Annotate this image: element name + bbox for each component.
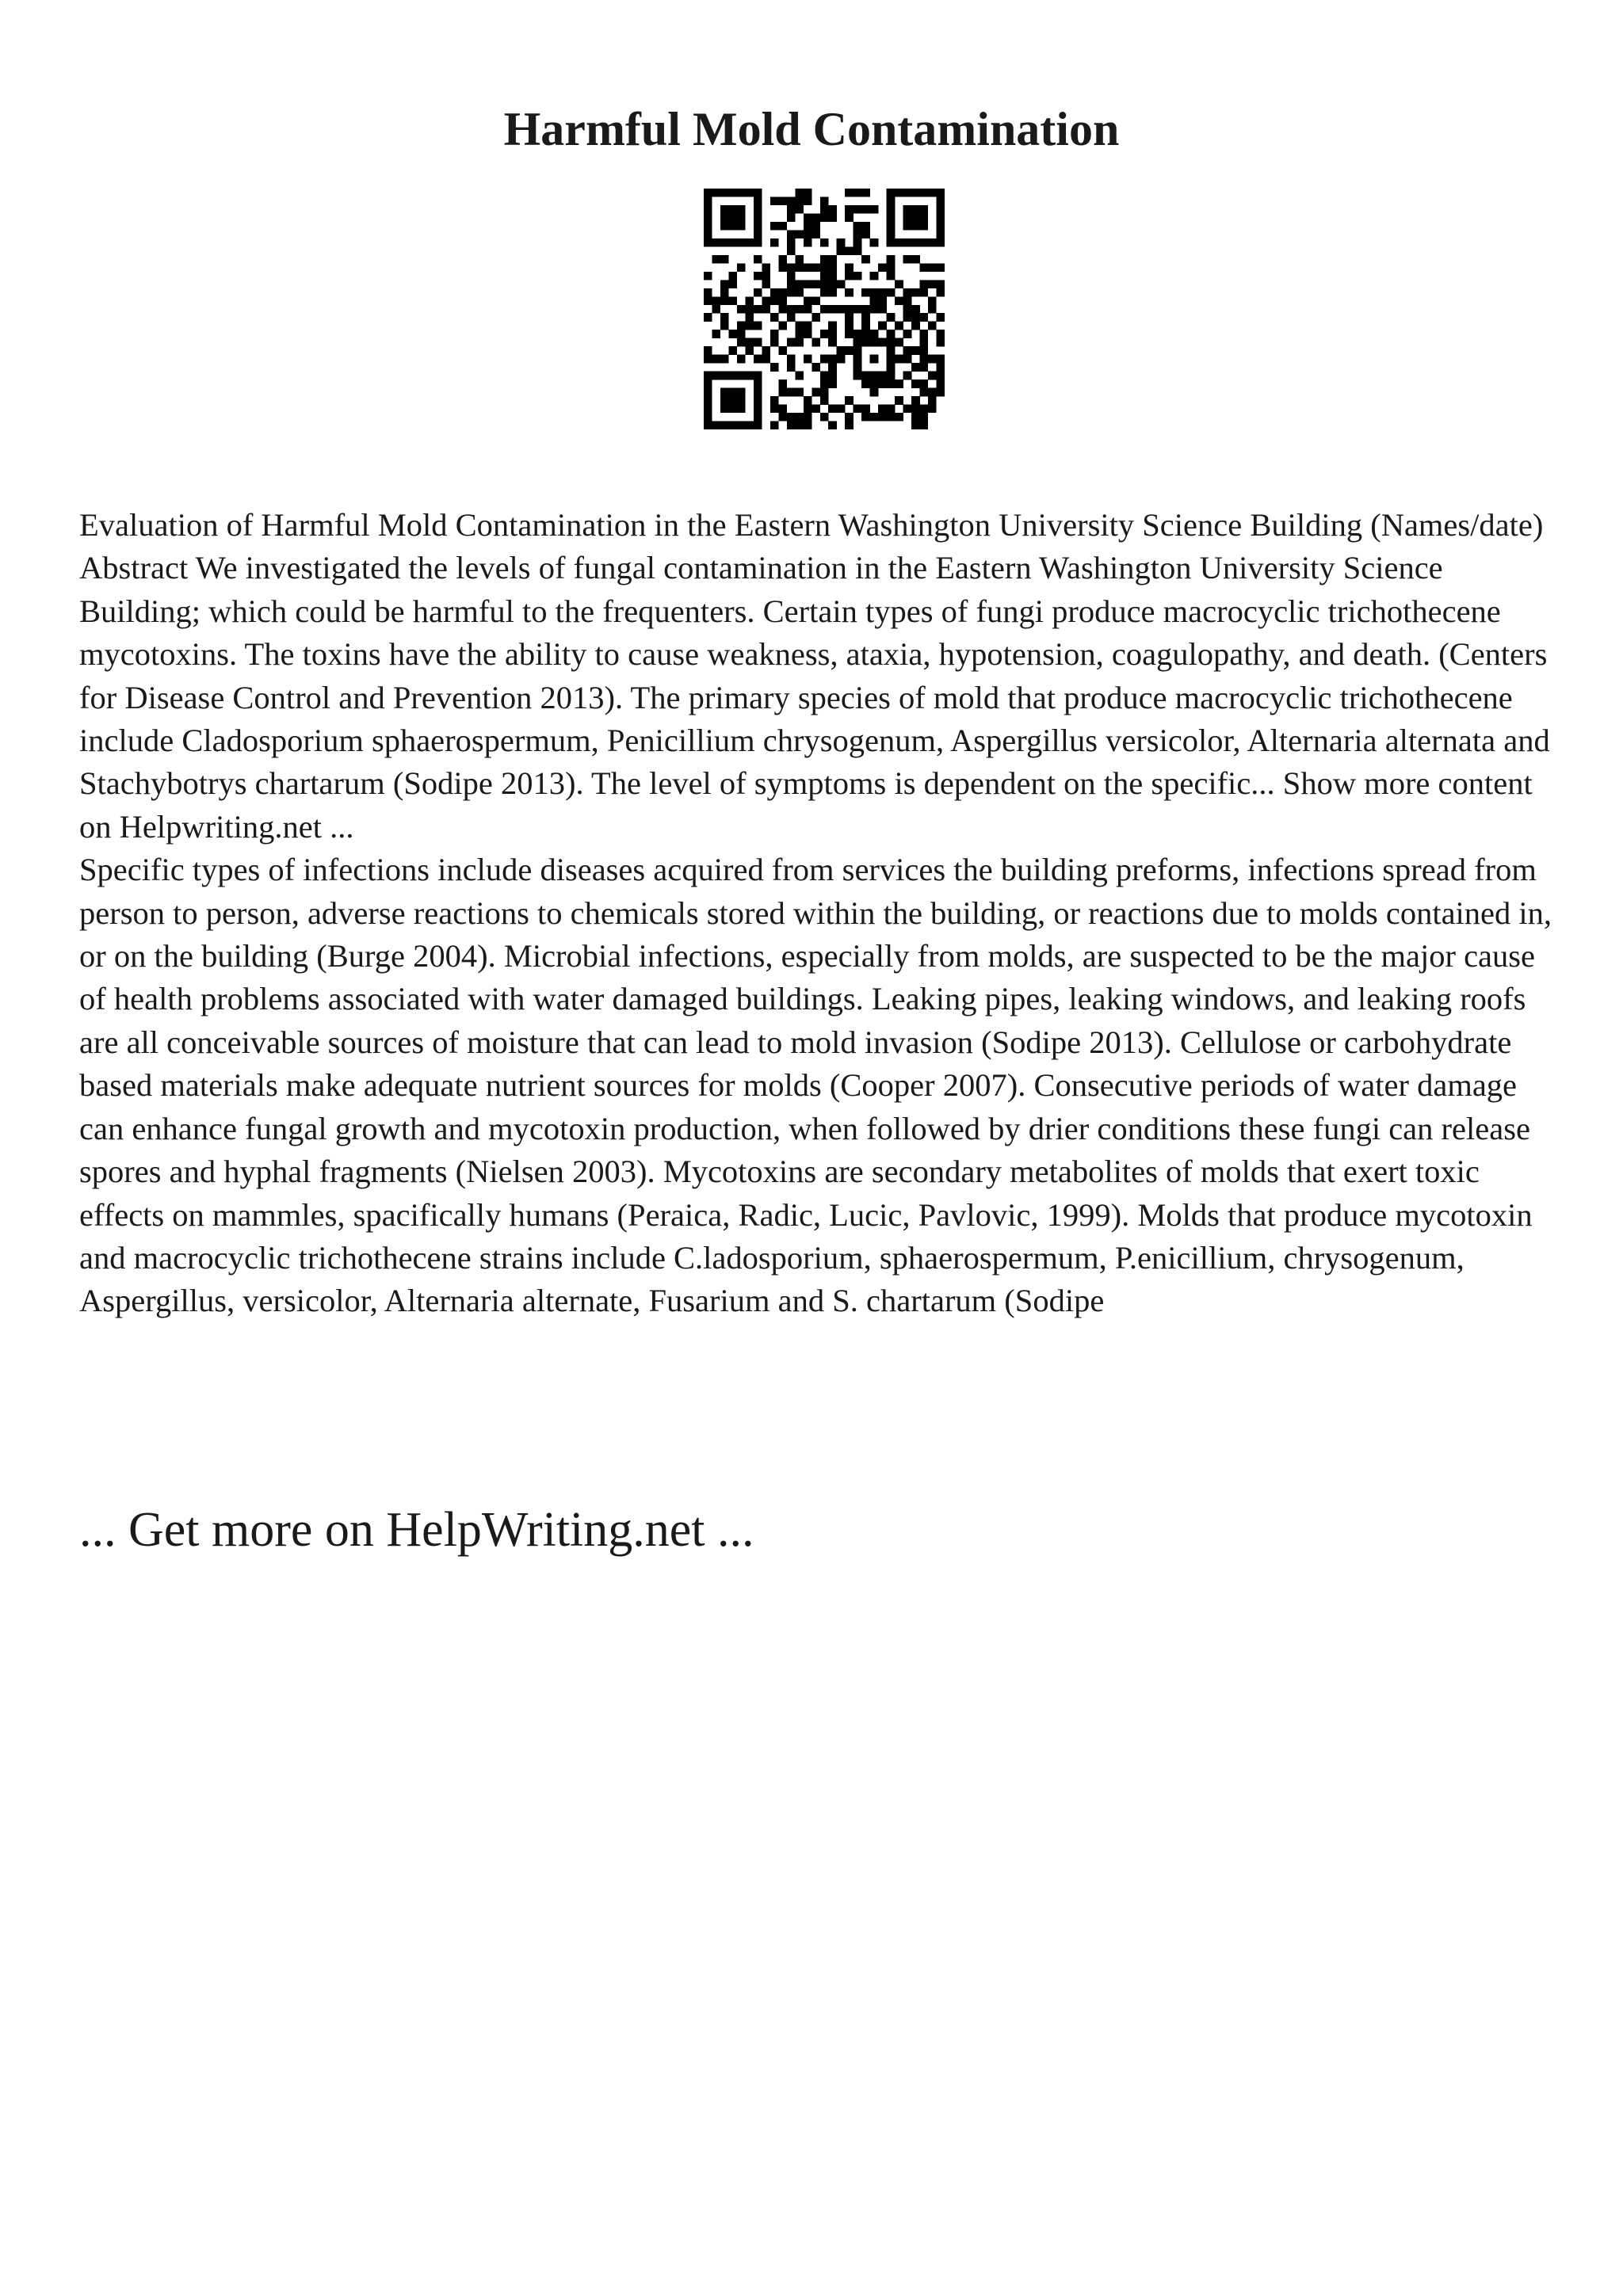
- document-body: [79, 504, 1569, 1323]
- get-more-link[interactable]: ... Get more on HelpWriting.net ...: [79, 1503, 754, 1557]
- qr-code-icon: [704, 189, 945, 429]
- body-paragraph: Evaluation of Harmful Mold Contamination in the Eastern Washington University Science Building (Names/date) Abstract We investigated the levels of fungal contamination in the Eastern Washington University Science Building; which could be harmful to the frequenters. Certain types of fungi produce macrocyclic trichothecene mycotoxins. The toxins have the ability to cause weakness, ataxia, hypotension, coagulopathy, and death. (Centers for Disease Control and Prevention 2013). The primary species of mold that produce macrocyclic trichothecene include Cladosporium sphaerospermum, Penicillium chrysogenum, Aspergillus versicolor, Alternaria alternata and Stachybotrys chartarum (Sodipe 2013). The level of symptoms is dependent on the specific... Show more content on Helpwriting.net ...: [79, 507, 1550, 845]
- body-paragraph: Specific types of infections include diseases acquired from services the building preforms, infections spread from person to person, adverse reactions to chemicals stored within the building, or reactions due to molds contained in, or on the building (Burge 2004). Microbial infections, especially from molds, are suspected to be the major cause of health problems associated with water damaged buildings. Leaking pipes, leaking windows, and leaking roofs are all conceivable sources of moisture that can lead to mold invasion (Sodipe 2013). Cellulose or carbohydrate based materials make adequate nutrient sources for molds (Cooper 2007). Consecutive periods of water damage can enhance fungal growth and mycotoxin production, when followed by drier conditions these fungi can release spores and hyphal fragments (Nielsen 2003). Mycotoxins are secondary metabolites of molds that exert toxic effects on mammles, spacifically humans (Peraica, Radic, Lucic, Pavlovic, 1999). Molds that produce mycotoxin and macrocyclic trichothecene strains include C.ladosporium, sphaerospermum, P.enicillium, chrysogenum, Aspergillus, versicolor, Alternaria alternate, Fusarium and S. chartarum (Sodipe: [79, 852, 1552, 1319]
- document-title: Harmful Mold Contamination: [503, 103, 1120, 155]
